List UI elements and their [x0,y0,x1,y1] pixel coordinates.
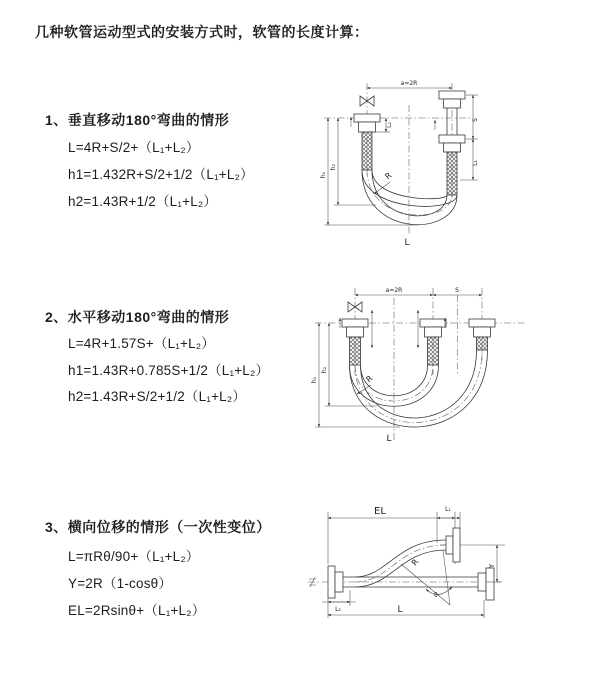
centerlines [308,512,505,582]
dim-h2-label: h₂ [330,163,337,171]
right-flange-lower [439,135,465,152]
length-label: L [404,238,410,248]
hose-arcs [350,350,488,427]
diagram-lateral-displacement [300,498,600,663]
left-braid-section [350,337,361,365]
dim-l1-label: L₁ [445,506,451,513]
section-3-formula-Y: Y=2R（1-cosθ） [68,576,173,591]
left-flange [328,566,343,598]
angle-theta-label: θ [434,592,438,599]
middle-flange [420,319,446,337]
dim-h1-label: h₁ [320,171,327,179]
length-label: L [386,434,392,444]
dim-a-2r [367,80,452,88]
section-3-formula-EL: EL=2Rsinθ+（L₁+L₂） [68,603,206,618]
diagram-vertical-180-bend [310,75,600,260]
dim-s [433,287,482,295]
dim-l1 [437,506,460,518]
section-2-heading: 2、水平移动180°弯曲的情形 [45,309,230,325]
right-flange [469,319,495,337]
dim-l1 [472,139,479,180]
section-2-formula-h1: h1=1.43R+0.785S+1/2（L₁+L₂） [68,363,270,378]
dim-l2 [322,590,356,613]
hose-arcs [362,170,457,225]
radius-label: R [409,557,421,568]
right-flange-upper [439,91,465,108]
section-1-formula-h2: h2=1.43R+1/2（L₁+L₂） [68,194,218,209]
section-3-heading: 3、横向位移的情形（一次性变位） [45,519,271,535]
dim-a-2r-label: a=2R [400,80,418,87]
dim-y-label: Y [488,563,496,569]
dim-l2-label: L₂ [335,606,341,613]
angle-construction [401,550,452,605]
centerlines [315,288,527,440]
dim-a-2r-label: a=2R [385,287,403,294]
dim-l2-label: L₂ [386,122,393,128]
right-braid-section [477,337,488,350]
dim-h1-label: h₁ [311,376,318,384]
dim-l-label: L [397,605,403,615]
section-3-formula-L: L=πRθ/90+（L₁+L₂） [68,549,200,564]
dim-el [328,506,460,564]
dim-h2-label: h₂ [321,366,328,374]
left-flange [342,319,368,337]
right-flange-original [478,568,494,600]
dim-a-2r [355,287,433,295]
section-2-formula-h2: h2=1.43R+S/2+1/2（L₁+L₂） [68,389,247,404]
right-flange-displaced [446,528,460,562]
dim-s-label: S [455,287,459,294]
section-2-formula-L: L=4R+1.57S+（L₁+L₂） [68,336,215,351]
middle-braid-section [428,337,439,365]
dim-el-label: EL [374,506,386,517]
right-braid-section [447,152,457,195]
section-1-formula-h1: h1=1.432R+S/2+1/2（L₁+L₂） [68,167,254,182]
diagram-horizontal-180-bend [305,280,600,450]
dim-s-label: S [472,118,479,122]
left-braid-section [362,132,372,170]
dim-l [328,598,484,618]
radius-label: R [383,170,394,182]
dim-l1-label: L₁ [472,160,479,166]
page-title: 几种软管运动型式的安装方式时，软管的长度计算： [35,24,369,40]
radius-label: R [364,373,375,385]
section-1-formula-L: L=4R+S/2+（L₁+L₂） [68,140,200,155]
section-1-heading: 1、垂直移动180°弯曲的情形 [45,112,230,128]
left-flange [354,114,380,132]
